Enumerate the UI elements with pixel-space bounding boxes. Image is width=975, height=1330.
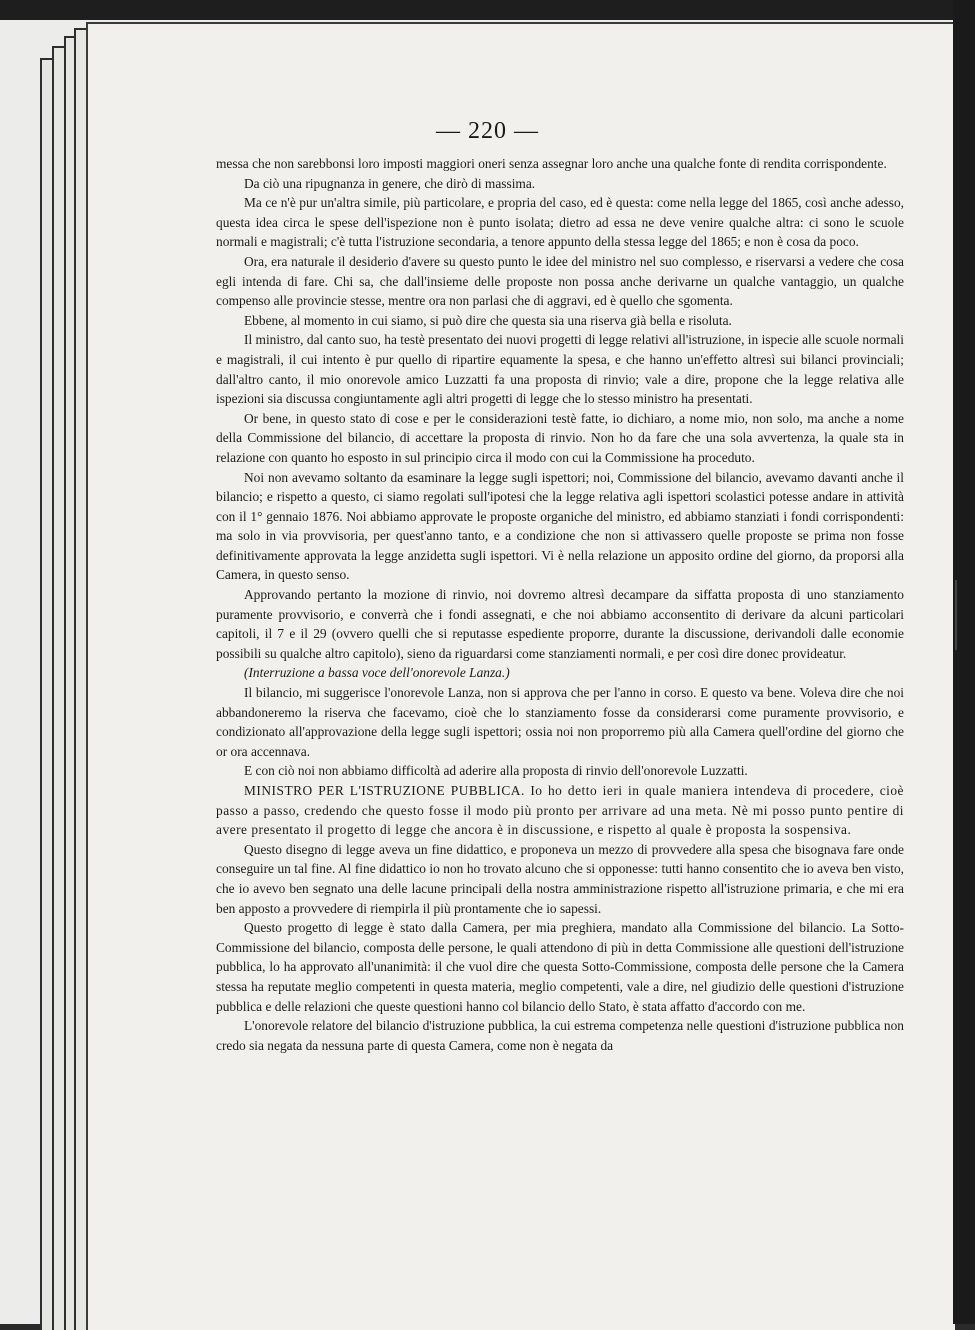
paragraph: L'onorevole relatore del bilancio d'istruzione pubblica, la cui estrema competenza nelle questioni d'istruzione pubblica non credo sia negata da nessuna parte di questa Camera, come non è negata da [216,1018,904,1053]
margin-mark [955,580,957,650]
paragraph: Il ministro, dal canto suo, ha testè presentato dei nuovi progetti di legge relativi all'istruzione, in ispecie alle scuole normali e magistrali, il cui intento è pur quello di ripartire equamente la spesa, e che hanno un'effetto altresì sui bilanci provinciali; dall'altro canto, il mio onorevole amico Luzzatti fa una proposta di rinvio; vale a dire, propone che la legge relativa alle ispezioni sia discussa congiuntamente agli altri progetti di legge che lo stesso ministro ha presentati. [216,332,904,407]
paragraph: messa che non sarebbonsi loro imposti maggiori oneri senza assegnar loro anche una qualche fonte di rendita corrispondente. [216,156,887,171]
paragraph: Approvando pertanto la mozione di rinvio, noi dovremo altresì decampare da siffatta proposta di uno stanziamento puramente provvisorio, e converrà che i fondi assegnati, e che noi abbiamo acconsentito di derivare da alcuni particolari capitoli, il 7 e il 29 (ovvero quelli che si reputasse espediente proporre, durante la discussione, derivandoli dalle economie possibili su qualche altro capitolo), sieno da riguardarsi come stanziamenti normali, e per così dire donec provideatur. [216,587,904,661]
scan-right-border [953,0,975,1324]
paragraph: Or bene, in questo stato di cose e per le considerazioni testè fatte, io dichiaro, a nome mio, non solo, ma anche a nome della Commissione del bilancio, di accettare la proposta di rinvio. Non ho da fare che una sola avvertenza, la quale sta in relazione con quanto ho esposto in sul principio circa il modo con cui la Commissione ha proceduto. [216,410,904,465]
paragraph: Ma ce n'è pur un'altra simile, più particolare, e propria del caso, ed è questa: come nella legge del 1865, così anche adesso, questa idea circa le spese dell'ispezione non è punto isolata; dietro ad essa ne deve venire qualche altra: ci sono le scuole normali e magistrali; c'è tutta l'istruzione secondaria, a tenore appunto della stessa legge del 1865; e non è cosa da poco. [216,195,904,250]
stage-direction: (Interruzione a bassa voce dell'onorevole Lanza.) [244,665,510,681]
page-number: — 220 — [436,118,539,144]
speaker-paragraph: MINISTRO PER L'ISTRUZIONE PUBBLICA. Io ho detto ieri in quale maniera intendeva di procedere, cioè passo a passo, credendo che questo fosse il modo più pronto per arrivare ad una meta. Nè mi posso punto pentire di avere presentato il progetto di legge che ancora è in discussione, e rispetto al quale è proposta la sospensiva. [216,783,904,838]
paragraph: Questo disegno di legge aveva un fine didattico, e proponeva un mezzo di provvedere alla spesa che bisognava fare onde conseguire un tal fine. Al fine didattico io non ho trovato alcuno che si opponesse: tutti hanno consentito che io aveva ben visto, che io avevo ben segnato una delle lacune principali della nostra amministrazione rispetto all'istruzione primaria, e che mi era ben apposto a provvedere di riempirla il più prontamente che io sapessi. [216,841,904,916]
paragraph: Ebbene, al momento in cui siamo, si può dire che questa sia una riserva già bella e risoluta. [244,312,732,328]
paragraph: Noi non avevamo soltanto da esaminare la legge sugli ispettori; noi, Commissione del bilancio, avevamo davanti anche il bilancio; e rispetto a questo, ci siamo regolati sull'ipotesi che la legge relativa agli ispettori scolastici potesse andare in attività con il 1° gennaio 1876. Noi abbiamo approvate le proposte organiche del ministro, ed abbiamo stanziati i fondi corrispondenti: ma solo in via provvisoria, per quest'anno tanto, e a condizione che non si attivassero quelle proposte se prima non fosse definitivamente approvata la legge anzidetta sugli ispettori. Vi è nella relazione un apposito ordine del giorno, da proporsi alla Camera, in questo senso. [216,469,904,583]
paragraph: E con ciò noi non abbiamo difficoltà ad aderire alla proposta di rinvio dell'onorevole Luzzatti. [244,763,748,779]
scan-top-border [0,0,975,20]
paragraph: Da ciò una ripugnanza in genere, che dirò di massima. [244,175,536,191]
paragraph: Questo progetto di legge è stato dalla Camera, per mia preghiera, mandato alla Commissione del bilancio. La Sotto-Commissione del bilancio, composta delle persone, le quali attendono di più in detta Commissione alle questioni dell'istruzione pubblica, lo ha approvato all'unanimità: il che vuol dire che questa Sotto-Commissione, composta delle persone che la Camera stessa ha reputate meglio competenti in questa materia, meglio competenti, vale a dire, nel giudizio delle questioni d'istruzione pubblica e delle relazioni che queste questioni hanno col bilancio dello Stato, è stata affatto d'accordo con me. [216,920,904,1014]
body-text [216,154,904,1055]
paragraph: Ora, era naturale il desiderio d'avere su questo punto le idee del ministro nel suo complesso, e riservarsi a vedere che cosa egli intenda di fare. Chi sa, che dall'insieme delle proposte non possa anche derivarne un qualche vantaggio, un qualche compenso alle provincie stesse, mentre ora non parlasi che di aggravi, ed è quello che sgomenta. [216,253,904,309]
paragraph: Il bilancio, mi suggerisce l'onorevole Lanza, non si approva che per l'anno in corso. E questo va bene. Voleva dire che noi abbandoneremo la riserva che facevamo, cioè che lo stanziamento fosse da considerarsi come puramente provvisorio, e condizionato all'approvazione della legge sugli ispettori; ossia noi non proporremo più alla Camera quell'ordine del giorno che or ora accennava. [216,685,904,759]
